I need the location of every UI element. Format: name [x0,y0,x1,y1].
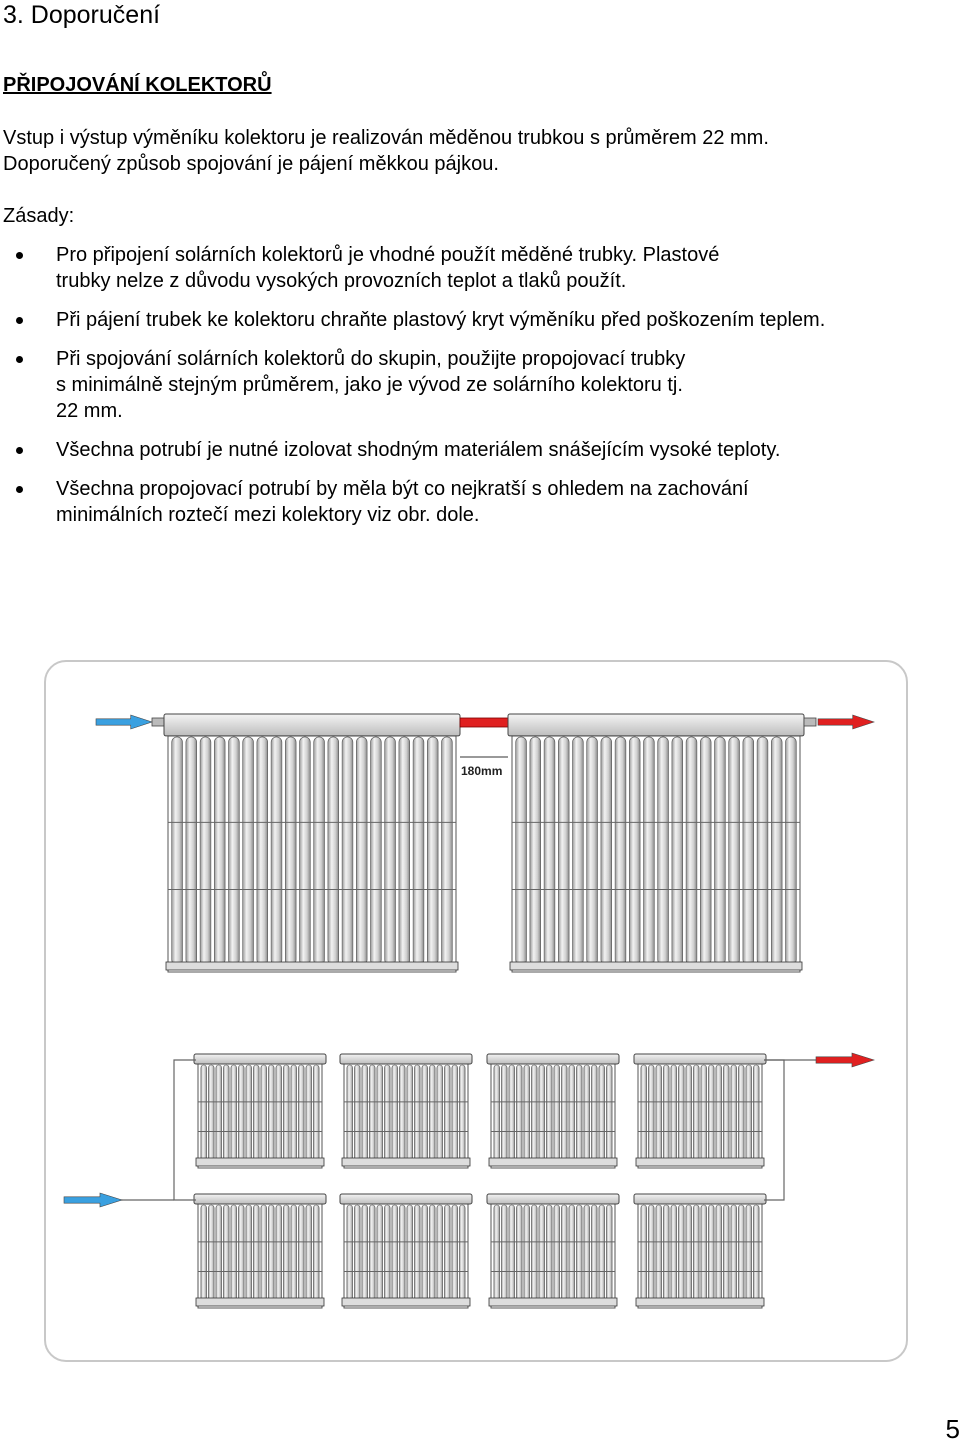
vacuum-tube [399,1065,405,1161]
vacuum-tube [216,1065,222,1161]
vacuum-tube [509,1205,515,1301]
large-collector-right [508,714,804,972]
vacuum-tube [693,1065,699,1161]
vacuum-tube [313,1065,319,1161]
spacing-label-180mm: 180mm [461,764,503,778]
small-collector-bottom-1 [194,1194,326,1308]
vacuum-tube [554,1205,560,1301]
vacuum-tube [708,1065,714,1161]
list-item-line: trubky nelze z důvodu vysokých provozních teplot a tlaků použít. [56,270,627,292]
vacuum-tube [641,1205,647,1301]
small-collector-bottom-3 [487,1194,619,1308]
bottom-rail [342,1298,470,1306]
vacuum-tube [516,1065,522,1161]
vacuum-tube [546,1205,552,1301]
list-item [0,307,930,333]
vacuum-tube [444,1065,450,1161]
principles-label: Zásady: [3,205,75,227]
vacuum-tube [407,1205,413,1301]
vacuum-tube [701,1205,707,1301]
vacuum-tube [524,1065,530,1161]
vacuum-tube [362,1205,368,1301]
vacuum-tube [569,1205,575,1301]
list-item-line: s minimálně stejným průměrem, jako je vývod ze solárního kolektoru tj. [56,374,683,396]
vacuum-tube [501,1065,507,1161]
vacuum-tube [731,1065,737,1161]
header-manifold [634,1194,766,1204]
list-item-line: minimálních roztečí mezi kolektory viz obr. dole. [56,504,480,526]
vacuum-tube [385,737,396,965]
vacuum-tube [253,1205,259,1301]
list-item-line: Všechna propojovací potrubí by měla být co nejkratší s ohledem na zachování [56,478,749,500]
small-collector-bottom-4 [634,1194,766,1308]
vacuum-tube [414,1065,420,1161]
list-item [0,346,930,424]
vacuum-tube [399,737,410,965]
vacuum-tube [746,1205,752,1301]
vacuum-tube [261,1205,267,1301]
outlet-pipe [804,718,816,726]
vacuum-tube [723,1205,729,1301]
vacuum-tube [601,737,612,965]
bottom-rail [636,1158,764,1166]
bullet-dot-icon [16,447,23,454]
list-item [0,476,930,528]
vacuum-tube [716,1205,722,1301]
vacuum-tube [354,1205,360,1301]
bullet-dot-icon [16,252,23,259]
vacuum-tube [253,1065,259,1161]
vacuum-tube [208,1205,214,1301]
loop-pipe-right [764,1060,784,1200]
vacuum-tube [384,1065,390,1161]
header-manifold [487,1054,619,1064]
vacuum-tube [494,1065,500,1161]
vacuum-tube [356,737,367,965]
collector-frame [512,736,800,972]
vacuum-tube [516,737,527,965]
vacuum-tube [584,1065,590,1161]
vacuum-tube [516,1205,522,1301]
vacuum-tube [629,737,640,965]
vacuum-tube [201,1065,207,1161]
vacuum-tube [201,1205,207,1301]
vacuum-tube [369,1065,375,1161]
vacuum-tube [216,1205,222,1301]
vacuum-tube [587,737,598,965]
vacuum-tube [678,1205,684,1301]
vacuum-tube [686,737,697,965]
loop-pipe-left [174,1060,196,1200]
bottom-rail [489,1298,617,1306]
vacuum-tube [723,1065,729,1161]
vacuum-tube [731,1205,737,1301]
vacuum-tube [561,1205,567,1301]
vacuum-tube [576,1065,582,1161]
vacuum-tube [442,737,453,965]
vacuum-tube [716,1065,722,1161]
vacuum-tube [271,737,282,965]
vacuum-tube [700,737,711,965]
vacuum-tube [306,1205,312,1301]
vacuum-tube [644,737,655,965]
header-manifold [194,1194,326,1204]
vacuum-tube [656,1065,662,1161]
vacuum-tube [444,1205,450,1301]
header-manifold [164,714,460,736]
vacuum-tube [757,737,768,965]
vacuum-tube [558,737,569,965]
vacuum-tube [422,1205,428,1301]
vacuum-tube [561,1065,567,1161]
vacuum-tube [576,1205,582,1301]
section-title: 3. Doporučení [3,1,161,29]
vacuum-tube [531,1065,537,1161]
small-collector-top-1 [194,1054,326,1168]
vacuum-tube [686,1065,692,1161]
vacuum-tube [599,1065,605,1161]
intro-line: Vstup i výstup výměníku kolektoru je realizován měděnou trubkou s průměrem 22 mm. [3,127,769,149]
inlet-arrow-icon [96,715,152,729]
vacuum-tube [268,1065,274,1161]
vacuum-tube [753,1205,759,1301]
vacuum-tube [771,737,782,965]
vacuum-tube [452,1205,458,1301]
header-manifold [634,1054,766,1064]
vacuum-tube [231,1065,237,1161]
list-item [0,242,930,294]
list-item-line: Všechna potrubí je nutné izolovat shodným materiálem snášejícím vysoké teploty. [56,439,781,461]
vacuum-tube [753,1065,759,1161]
vacuum-tube [377,1065,383,1161]
vacuum-tube [615,737,626,965]
vacuum-tube [342,737,353,965]
bottom-rail [636,1298,764,1306]
bullet-dot-icon [16,356,23,363]
vacuum-tube [238,1205,244,1301]
vacuum-tube [554,1065,560,1161]
list-item [0,437,930,463]
header-manifold [487,1194,619,1204]
vacuum-tube [715,737,726,965]
vacuum-tube [658,737,669,965]
collector-diagram [46,662,906,1360]
list-item-line: Při spojování solárních kolektorů do skupin, použijte propojovací trubky [56,348,686,370]
vacuum-tube [314,737,325,965]
page-number: 5 [945,1414,960,1444]
vacuum-tube [362,1065,368,1161]
vacuum-tube [200,737,211,965]
vacuum-tube [243,737,254,965]
vacuum-tube [291,1065,297,1161]
bottom-rail [342,1158,470,1166]
vacuum-tube [501,1205,507,1301]
vacuum-tube [671,1205,677,1301]
header-manifold [340,1194,472,1204]
vacuum-tube [214,737,225,965]
vacuum-tube [285,737,296,965]
vacuum-tube [569,1065,575,1161]
vacuum-tube [672,737,683,965]
vacuum-tube [392,1065,398,1161]
vacuum-tube [544,737,555,965]
vacuum-tube [298,1065,304,1161]
vacuum-tube [641,1065,647,1161]
vacuum-tube [539,1205,545,1301]
vacuum-tube [354,1065,360,1161]
red-connector-pipe [460,718,508,727]
vacuum-tube [708,1205,714,1301]
vacuum-tube [437,1065,443,1161]
bottom-rail [510,962,802,970]
vacuum-tube [786,737,797,965]
small-collector-bottom-2 [340,1194,472,1308]
vacuum-tube [291,1205,297,1301]
vacuum-tube [599,1205,605,1301]
vacuum-tube [429,1205,435,1301]
vacuum-tube [407,1065,413,1161]
vacuum-tube [257,737,268,965]
vacuum-tube [186,737,197,965]
vacuum-tube [648,1065,654,1161]
vacuum-tube [693,1205,699,1301]
bottom-rail [196,1298,324,1306]
bottom-rail [489,1158,617,1166]
vacuum-tube [524,1205,530,1301]
vacuum-tube [686,1205,692,1301]
vacuum-tube [738,1065,744,1161]
vacuum-tube [246,1065,252,1161]
bottom-rail [196,1158,324,1166]
vacuum-tube [573,737,584,965]
vacuum-tube [530,737,541,965]
vacuum-tube [701,1065,707,1161]
vacuum-tube [422,1065,428,1161]
vacuum-tube [384,1205,390,1301]
inlet-arrow-icon [64,1193,122,1207]
intro-line: Doporučený způsob spojování je pájení měkkou pájkou. [3,153,499,175]
list-item-line: Při pájení trubek ke kolektoru chraňte plastový kryt výměníku před poškozením teplem. [56,309,826,331]
vacuum-tube [223,1065,229,1161]
subheading-collector-connection: PŘIPOJOVÁNÍ KOLEKTORŮ [3,74,272,96]
vacuum-tube [347,1205,353,1301]
outlet-arrow-icon [816,1053,874,1067]
vacuum-tube [223,1205,229,1301]
vacuum-tube [414,1205,420,1301]
list-item-line: Pro připojení solárních kolektorů je vhodné použít měděné trubky. Plastové [56,244,720,266]
vacuum-tube [276,1065,282,1161]
vacuum-tube [591,1205,597,1301]
vacuum-tube [738,1205,744,1301]
vacuum-tube [369,1205,375,1301]
vacuum-tube [591,1065,597,1161]
header-manifold [508,714,804,736]
vacuum-tube [377,1205,383,1301]
vacuum-tube [347,1065,353,1161]
vacuum-tube [663,1065,669,1161]
vacuum-tube [413,737,424,965]
vacuum-tube [246,1205,252,1301]
vacuum-tube [494,1205,500,1301]
vacuum-tube [283,1065,289,1161]
bottom-rail [166,962,458,970]
vacuum-tube [231,1205,237,1301]
vacuum-tube [172,737,183,965]
outlet-arrow-icon [818,715,874,729]
vacuum-tube [729,737,740,965]
list-item-line: 22 mm. [56,400,123,422]
bullet-dot-icon [16,486,23,493]
vacuum-tube [429,1065,435,1161]
small-collector-top-3 [487,1054,619,1168]
intro-paragraph [3,125,943,177]
small-collector-top-4 [634,1054,766,1168]
large-collector-left [164,714,460,972]
vacuum-tube [298,1205,304,1301]
vacuum-tube [746,1065,752,1161]
vacuum-tube [300,737,311,965]
vacuum-tube [459,1065,465,1161]
vacuum-tube [306,1065,312,1161]
vacuum-tube [539,1065,545,1161]
vacuum-tube [663,1205,669,1301]
vacuum-tube [229,737,240,965]
vacuum-tube [276,1205,282,1301]
vacuum-tube [606,1065,612,1161]
header-manifold [340,1054,472,1064]
vacuum-tube [678,1065,684,1161]
vacuum-tube [606,1205,612,1301]
header-manifold [194,1054,326,1064]
vacuum-tube [656,1205,662,1301]
vacuum-tube [509,1065,515,1161]
vacuum-tube [427,737,438,965]
vacuum-tube [437,1205,443,1301]
vacuum-tube [671,1065,677,1161]
vacuum-tube [328,737,339,965]
vacuum-tube [208,1065,214,1161]
bullet-dot-icon [16,317,23,324]
vacuum-tube [261,1065,267,1161]
vacuum-tube [283,1205,289,1301]
vacuum-tube [546,1065,552,1161]
vacuum-tube [392,1205,398,1301]
vacuum-tube [238,1065,244,1161]
vacuum-tube [584,1205,590,1301]
vacuum-tube [648,1205,654,1301]
vacuum-tube [399,1205,405,1301]
vacuum-tube [459,1205,465,1301]
collector-connection-figure [44,660,908,1362]
vacuum-tube [452,1065,458,1161]
vacuum-tube [743,737,754,965]
vacuum-tube [371,737,382,965]
vacuum-tube [268,1205,274,1301]
small-collector-top-2 [340,1054,472,1168]
vacuum-tube [313,1205,319,1301]
collector-frame [168,736,456,972]
vacuum-tube [531,1205,537,1301]
principles-list [0,242,930,541]
